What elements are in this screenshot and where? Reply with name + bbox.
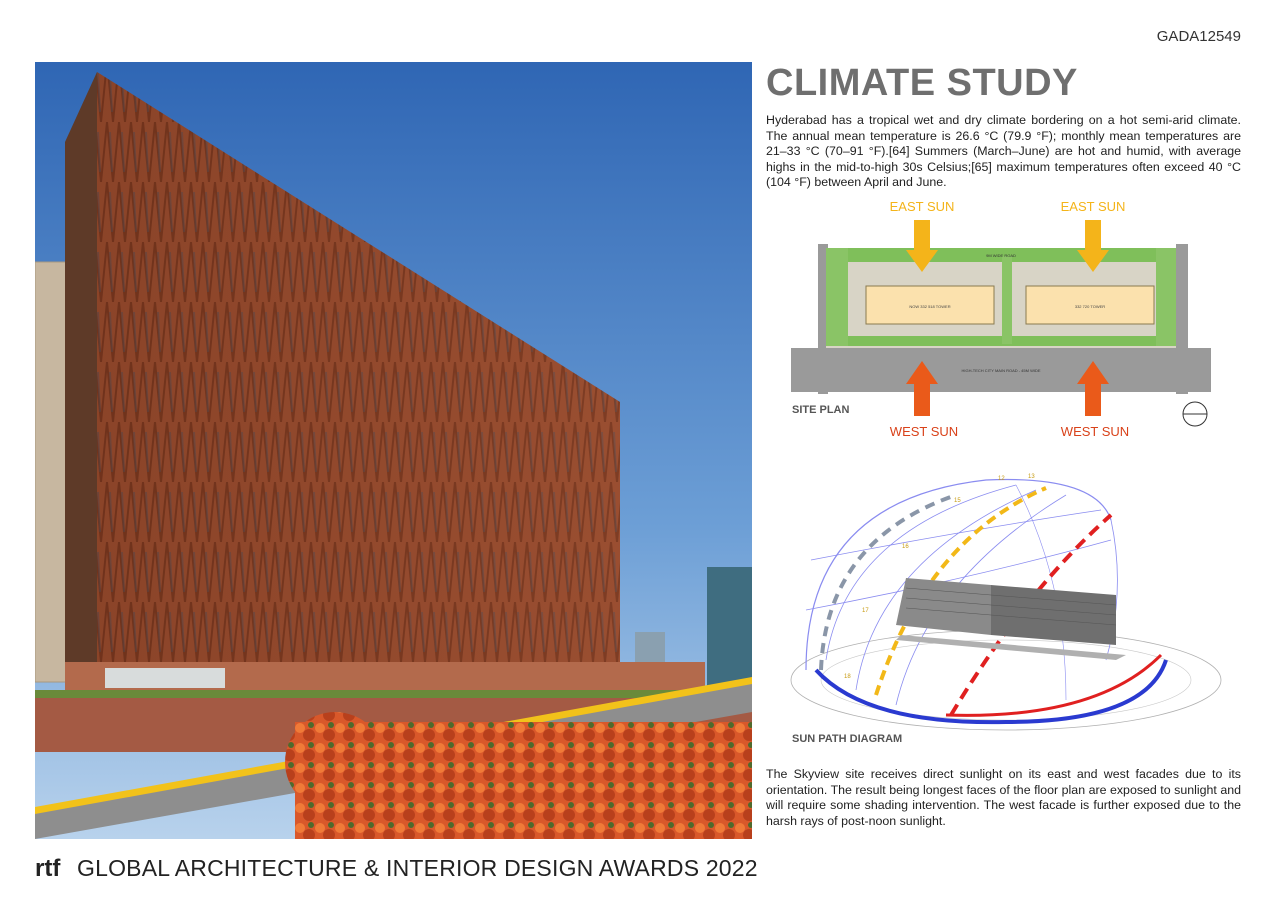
- rtf-logo: [35, 854, 69, 882]
- hour-label-17: 17: [862, 608, 869, 614]
- hour-label-13: 13: [1028, 474, 1035, 480]
- road-top-label: 9M WIDE ROAD: [986, 253, 1016, 258]
- sun-path-label: SUN PATH DIAGRAM: [792, 733, 903, 745]
- site-plan-label: SITE PLAN: [792, 404, 850, 416]
- east-sun-left-label: EAST SUN: [889, 199, 955, 214]
- site-plan-diagram: [766, 196, 1241, 446]
- footer: [35, 852, 758, 884]
- tower-left-label: NOW 332 518 TOWER: [909, 304, 951, 309]
- road-bottom-label: HIGH-TECH CITY MAIN ROAD - 45M WIDE: [961, 368, 1041, 373]
- project-code: GADA12549: [1156, 28, 1241, 45]
- tower-right-label: 332 720 TOWER: [1074, 304, 1106, 309]
- building-photo: [35, 62, 752, 839]
- hour-label-18: 18: [844, 674, 851, 680]
- site-analysis-text: The Skyview site receives direct sunlight on its east and west facades due to its orientation. The result being longest faces of the floor plan are exposed to sunlight and will require some shading intervention. The west facade is further exposed due to the harsh rays of post-noon sunlight.: [766, 767, 1241, 828]
- svg-text:rtf: rtf: [35, 855, 61, 882]
- sun-path-diagram: [766, 460, 1241, 750]
- east-sun-right-label: EAST SUN: [1060, 199, 1126, 214]
- building-model: [896, 578, 991, 635]
- hour-label-12: 12: [998, 476, 1005, 482]
- hour-label-16: 16: [902, 544, 909, 550]
- west-sun-left-label: WEST SUN: [889, 424, 959, 439]
- award-title: GLOBAL ARCHITECTURE & INTERIOR DESIGN AWARDS 2022: [77, 854, 758, 881]
- climate-intro-text: Hyderabad has a tropical wet and dry climate bordering on a hot semi-arid climate. The annual mean temperature is 26.6 °C (79.9 °F); monthly mean temperatures are 21–33 °C (70–91 °F).[64] Summers (March–June) are hot and humid, with average highs in the mid-to-high 30s Celsius;[65] maximum temperatures often exceed 40 °C (104 °F) between April and June.: [766, 113, 1241, 189]
- west-sun-right-label: WEST SUN: [1060, 424, 1130, 439]
- hour-label-15: 15: [954, 498, 961, 504]
- section-title: CLIMATE STUDY: [766, 62, 1078, 104]
